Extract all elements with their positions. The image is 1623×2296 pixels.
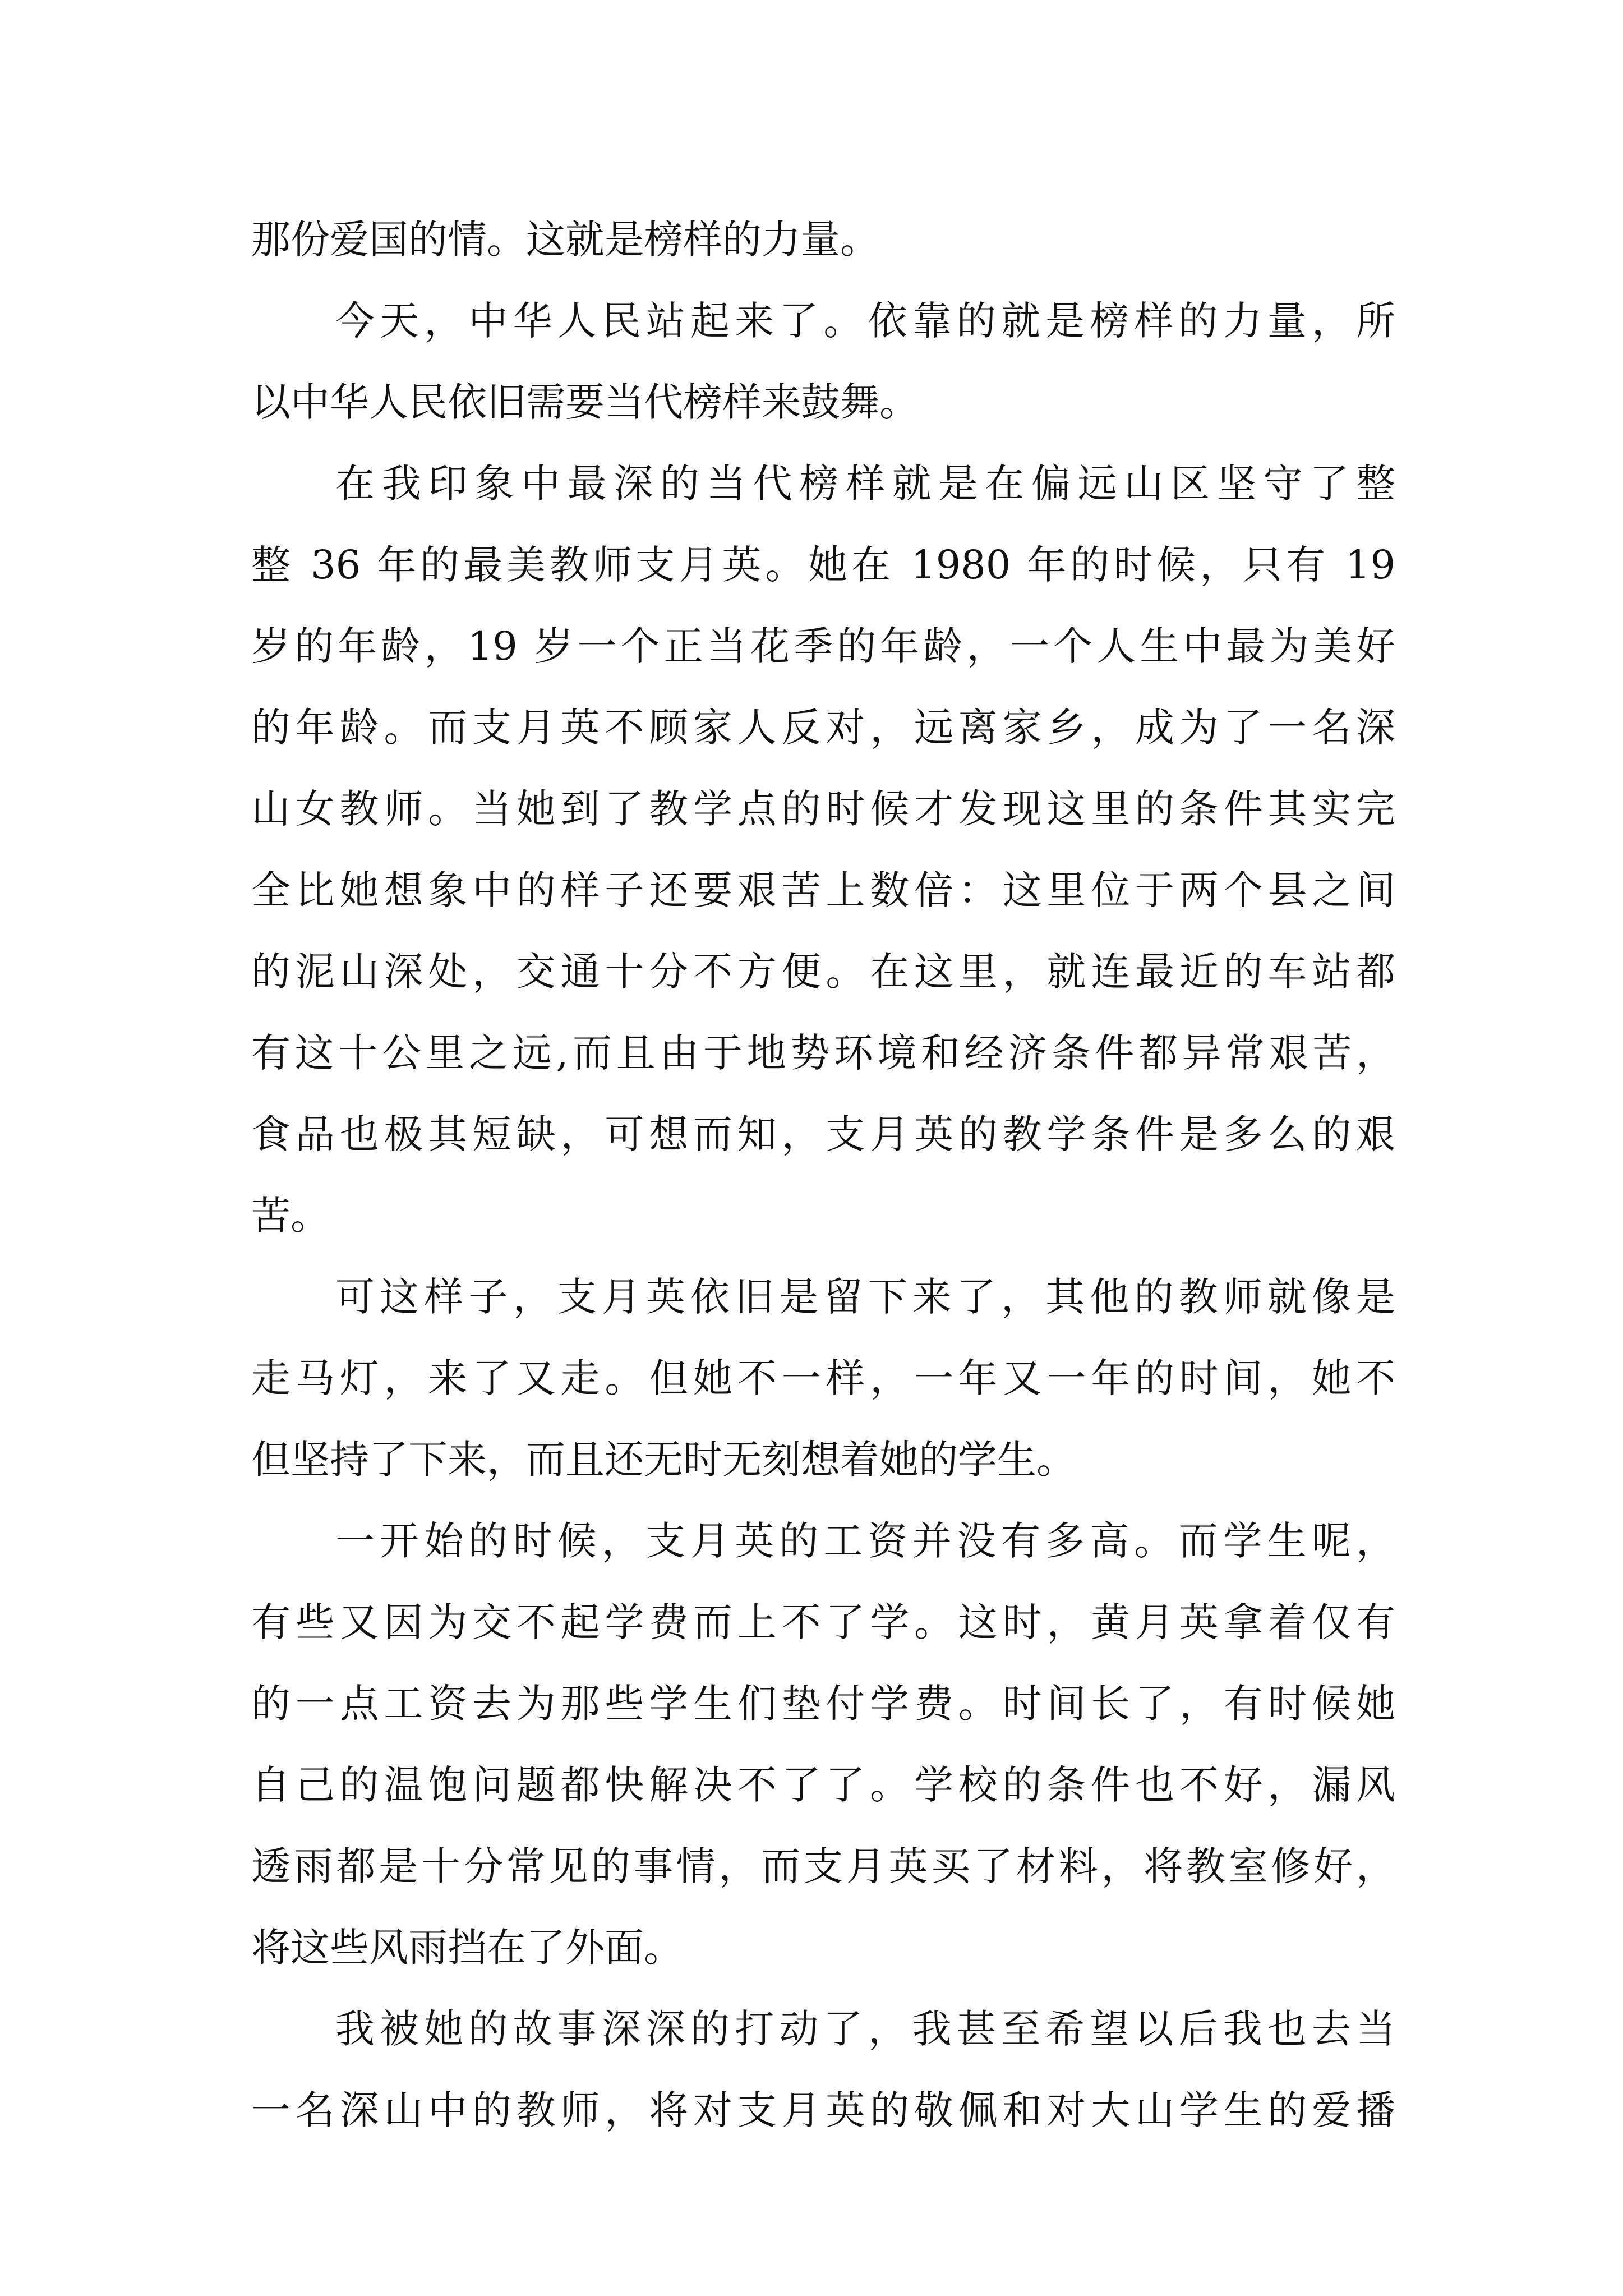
text-line: 苦。 — [251, 1193, 330, 1239]
text-line: 但坚持了下来，而且还无时无刻想着她的学生。 — [251, 1437, 1076, 1483]
text-line: 今天，中华人民站起来了。依靠的就是榜样的力量，所 — [335, 298, 1395, 344]
text-line: 山女教师。当她到了教学点的时候才发现这里的条件其实完 — [251, 786, 1395, 832]
paragraph — [251, 443, 1395, 1257]
text-line: 以中华人民依旧需要当代榜样来鼓舞。 — [251, 379, 919, 425]
text-line: 将这些风雨挡在了外面。 — [251, 1925, 683, 1971]
text-line: 整 36 年的最美教师支月英。她在 1980 年的时候，只有 19 — [251, 542, 1395, 588]
text-line: 那份爱国的情。这就是榜样的力量。 — [251, 217, 879, 263]
text-line: 一名深山中的教师，将对支月英的敬佩和对大山学生的爱播 — [251, 2087, 1395, 2133]
text-line: 一开始的时候，支月英的工资并没有多高。而学生呢， — [335, 1518, 1395, 1564]
text-line: 岁的年龄，19 岁一个正当花季的年龄，一个人生中最为美好 — [251, 623, 1395, 669]
text-line: 在我印象中最深的当代榜样就是在偏远山区坚守了整 — [335, 461, 1395, 507]
text-line: 全比她想象中的样子还要艰苦上数倍：这里位于两个县之间 — [251, 867, 1395, 913]
paragraph — [251, 1989, 1395, 2151]
paragraph — [251, 1501, 1395, 1989]
paragraph — [251, 1257, 1395, 1501]
text-line: 走马灯，来了又走。但她不一样，一年又一年的时间，她不 — [251, 1355, 1395, 1401]
text-line: 有这十公里之远,而且由于地势环境和经济条件都异常艰苦， — [251, 1030, 1395, 1076]
text-line: 食品也极其短缺，可想而知，支月英的教学条件是多么的艰 — [251, 1111, 1395, 1157]
text-line: 我被她的故事深深的打动了，我甚至希望以后我也去当 — [335, 2006, 1395, 2052]
paragraph — [251, 280, 1395, 443]
paragraph — [251, 199, 1395, 280]
text-line: 可这样子，支月英依旧是留下来了，其他的教师就像是 — [335, 1274, 1395, 1320]
text-line: 的一点工资去为那些学生们垫付学费。时间长了，有时候她 — [251, 1681, 1395, 1727]
text-line: 透雨都是十分常见的事情，而支月英买了材料，将教室修好， — [251, 1843, 1395, 1889]
body-text — [251, 199, 1395, 2151]
text-line: 的年龄。而支月英不顾家人反对，远离家乡，成为了一名深 — [251, 705, 1395, 751]
text-line: 有些又因为交不起学费而上不了学。这时，黄月英拿着仅有 — [251, 1599, 1395, 1645]
text-line: 自己的温饱问题都快解决不了了。学校的条件也不好，漏风 — [251, 1762, 1395, 1808]
text-line: 的泥山深处，交通十分不方便。在这里，就连最近的车站都 — [251, 949, 1395, 995]
